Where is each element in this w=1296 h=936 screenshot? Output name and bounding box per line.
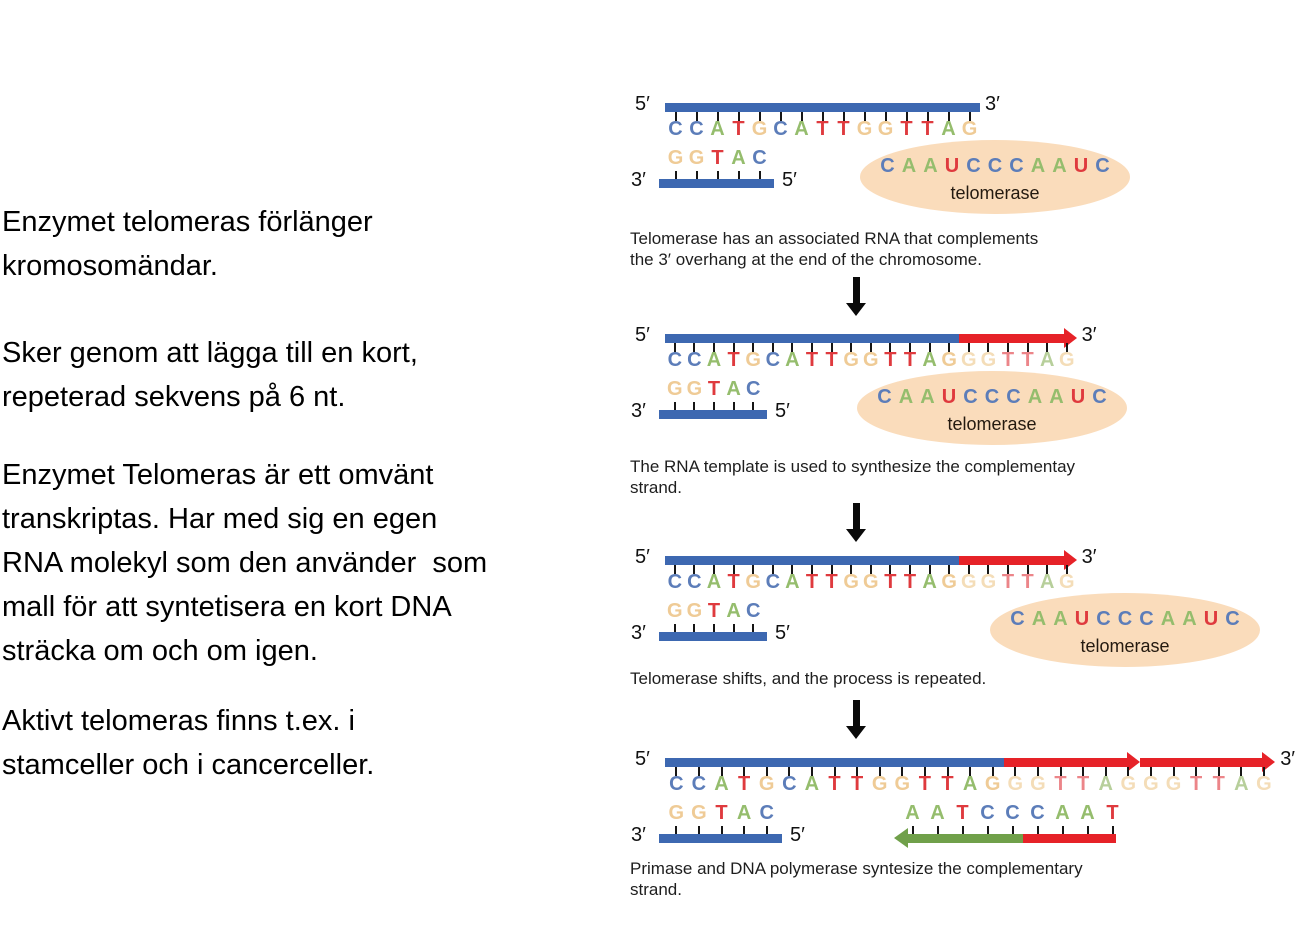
base-letter: T <box>737 773 751 795</box>
text-line: sträcka om och om igen. <box>2 635 318 667</box>
process-arrow-icon <box>853 277 860 303</box>
base-letter: T <box>727 349 740 371</box>
five-prime-label: 5′ <box>635 748 650 770</box>
base-letter: C <box>667 349 683 371</box>
five-prime-label: 5′ <box>782 169 797 191</box>
base-letter: G <box>984 773 1001 795</box>
process-arrowhead-icon <box>846 529 866 542</box>
base-letter: T <box>884 349 897 371</box>
base-tick <box>675 826 677 834</box>
dna-strand-bar <box>665 334 959 343</box>
base-letter: G <box>688 147 705 169</box>
telomerase-rna-base: A <box>901 155 917 177</box>
base-letter: G <box>941 349 957 371</box>
base-letter: G <box>877 118 894 140</box>
base-letter: G <box>745 349 761 371</box>
base-letter: T <box>1001 349 1015 371</box>
base-letter: A <box>785 349 800 371</box>
base-letter: T <box>1106 802 1119 824</box>
telomerase-rna-base: C <box>966 155 981 177</box>
base-letter: G <box>1030 773 1046 795</box>
base-letter: G <box>1256 773 1272 795</box>
complement-strand-bar <box>659 410 767 419</box>
base-letter: G <box>961 118 978 140</box>
text-line: Enzymet telomeras förlänger <box>2 206 373 238</box>
base-letter: G <box>856 118 873 140</box>
base-letter: A <box>1039 571 1055 593</box>
base-letter: A <box>804 773 820 795</box>
base-letter: T <box>1076 773 1090 795</box>
base-letter: C <box>745 378 761 400</box>
base-tick <box>752 402 754 410</box>
dna-strand-bar <box>665 556 959 565</box>
base-tick <box>674 402 676 410</box>
paragraph-4 <box>2 699 374 787</box>
stage-caption-line: the 3′ overhang at the end of the chromosome. <box>630 250 982 269</box>
base-letter: A <box>714 773 729 795</box>
base-letter: A <box>706 349 722 371</box>
base-letter: T <box>707 600 721 622</box>
base-tick <box>759 171 761 179</box>
base-letter: T <box>727 571 740 593</box>
base-tick <box>693 402 695 410</box>
base-letter: T <box>903 349 917 371</box>
base-tick <box>937 826 939 834</box>
text-line: Sker genom att lägga till en kort, <box>2 337 418 369</box>
base-letter: G <box>1059 349 1075 371</box>
base-letter: C <box>669 773 684 795</box>
process-arrow-icon <box>853 503 860 529</box>
telomerase-rna-base: C <box>880 155 895 177</box>
base-letter: T <box>941 773 954 795</box>
base-letter: T <box>715 802 728 824</box>
base-tick <box>693 624 695 632</box>
telomerase-rna-base: A <box>1182 608 1197 630</box>
base-letter: G <box>843 571 859 593</box>
text-line: Enzymet Telomeras är ett omvänt <box>2 459 434 491</box>
base-letter: G <box>691 802 707 824</box>
base-letter: C <box>667 571 683 593</box>
telomerase-rna-base: U <box>1073 155 1089 177</box>
telomerase-rna-base: C <box>1006 386 1021 408</box>
telomerase-rna-base: C <box>1096 608 1111 630</box>
base-letter: G <box>1165 773 1182 795</box>
telomerase-rna-base: U <box>1203 608 1219 630</box>
base-letter: G <box>1143 773 1159 795</box>
base-letter: T <box>837 118 850 140</box>
telomerase-rna-base: A <box>923 155 938 177</box>
telomerase-label: telomerase <box>950 183 1040 203</box>
base-letter: T <box>805 571 819 593</box>
three-prime-label: 3′ <box>1280 748 1296 770</box>
three-prime-label: 3′ <box>631 622 646 644</box>
five-prime-label: 5′ <box>635 546 650 568</box>
base-tick <box>717 171 719 179</box>
base-letter: T <box>825 571 838 593</box>
dna-strand-bar <box>665 758 1004 767</box>
five-prime-label: 5′ <box>775 400 790 422</box>
base-letter: T <box>1001 571 1015 593</box>
base-letter: T <box>732 118 745 140</box>
base-letter: C <box>668 118 683 140</box>
base-tick <box>1112 826 1114 834</box>
five-prime-label: 5′ <box>635 324 650 346</box>
base-letter: T <box>1021 349 1034 371</box>
base-letter: G <box>745 571 761 593</box>
base-letter: A <box>1055 802 1070 824</box>
telomerase-rna-base: C <box>1010 608 1025 630</box>
text-line: kromosomändar. <box>2 250 218 282</box>
paragraph-2 <box>2 331 418 419</box>
base-letter: C <box>765 349 781 371</box>
telomerase-rna-base: A <box>898 386 914 408</box>
base-letter: G <box>686 378 703 400</box>
base-tick <box>962 826 964 834</box>
base-letter: G <box>1059 571 1075 593</box>
base-letter: C <box>765 571 781 593</box>
text-line: Aktivt telomeras finns t.ex. i <box>2 705 355 737</box>
telomerase-rna-base: C <box>877 386 892 408</box>
new-dna-arrow <box>1140 758 1263 767</box>
stage-caption-line: Telomerase shifts, and the process is repeated. <box>630 669 987 688</box>
lagging-green-arrow <box>908 834 1023 843</box>
process-arrowhead-icon <box>846 303 866 316</box>
base-letter: T <box>918 773 931 795</box>
base-letter: T <box>921 118 934 140</box>
base-letter: T <box>1212 773 1225 795</box>
base-tick <box>733 624 735 632</box>
base-tick <box>1087 826 1089 834</box>
base-letter: T <box>900 118 913 140</box>
base-letter: G <box>667 600 683 622</box>
three-prime-label: 3′ <box>1081 324 1097 346</box>
base-letter: A <box>941 118 956 140</box>
paragraph-3 <box>2 453 487 673</box>
text-line: transkriptas. Har med sig en egen <box>2 503 438 535</box>
base-letter: C <box>691 773 707 795</box>
base-letter: G <box>758 773 775 795</box>
base-letter: G <box>980 571 997 593</box>
five-prime-label: 5′ <box>635 93 650 115</box>
base-letter: G <box>980 349 997 371</box>
base-letter: T <box>816 118 829 140</box>
telomerase-rna-base: A <box>1027 386 1043 408</box>
three-prime-label: 3′ <box>631 400 646 422</box>
telomerase-rna-base: C <box>1225 608 1240 630</box>
base-letter: G <box>894 773 911 795</box>
base-letter: A <box>922 571 937 593</box>
base-letter: A <box>710 118 725 140</box>
base-letter: A <box>922 349 937 371</box>
base-letter: A <box>962 773 978 795</box>
base-letter: G <box>667 378 683 400</box>
five-prime-label: 5′ <box>775 622 790 644</box>
three-prime-label: 3′ <box>631 824 646 846</box>
telomerase-rna-base: A <box>1030 155 1046 177</box>
base-letter: C <box>689 118 704 140</box>
base-letter: G <box>1120 773 1137 795</box>
telomerase-label: telomerase <box>947 414 1037 434</box>
three-prime-label: 3′ <box>985 93 1000 115</box>
base-letter: C <box>745 600 761 622</box>
telomerase-rna-base: C <box>1139 608 1154 630</box>
base-tick <box>1037 826 1039 834</box>
three-prime-label: 3′ <box>1081 546 1097 568</box>
telomerase-rna-base: A <box>1053 608 1068 630</box>
telomerase-label: telomerase <box>1080 636 1170 656</box>
base-letter: G <box>668 802 685 824</box>
base-tick <box>698 826 700 834</box>
base-letter: A <box>1234 773 1249 795</box>
base-letter: C <box>759 802 774 824</box>
telomerase-rna-base: C <box>984 386 1000 408</box>
base-tick <box>713 624 715 632</box>
base-letter: T <box>1054 773 1067 795</box>
telomerase-rna-base: A <box>1052 155 1067 177</box>
base-letter: C <box>773 118 788 140</box>
base-letter: G <box>1007 773 1024 795</box>
telomerase-rna-base: C <box>963 386 978 408</box>
telomerase-rna-base: U <box>944 155 960 177</box>
base-tick <box>743 826 745 834</box>
base-letter: A <box>785 571 800 593</box>
base-tick <box>733 402 735 410</box>
base-letter: T <box>884 571 897 593</box>
base-letter: G <box>871 773 888 795</box>
base-letter: T <box>707 378 721 400</box>
telomerase-rna-base: U <box>941 386 957 408</box>
base-tick <box>1012 826 1014 834</box>
telomerase-rna-base: A <box>1049 386 1064 408</box>
base-letter: G <box>667 147 684 169</box>
base-letter: C <box>752 147 767 169</box>
base-letter: A <box>726 378 741 400</box>
base-tick <box>1062 826 1064 834</box>
base-letter: A <box>706 571 722 593</box>
base-letter: C <box>782 773 797 795</box>
complement-strand-bar <box>659 179 774 188</box>
base-letter: T <box>1021 571 1034 593</box>
new-dna-arrow <box>959 556 1064 565</box>
base-letter: T <box>1189 773 1203 795</box>
telomerase-rna-base: A <box>1160 608 1176 630</box>
paragraph-1 <box>2 200 373 288</box>
stage-caption-line: Telomerase has an associated RNA that complements <box>630 229 1039 248</box>
base-letter: T <box>903 571 917 593</box>
stage-caption-line: strand. <box>630 880 682 899</box>
base-letter: T <box>828 773 841 795</box>
base-tick <box>752 624 754 632</box>
five-prime-label: 5′ <box>790 824 805 846</box>
base-letter: A <box>1098 773 1113 795</box>
primer-red-bar <box>1023 834 1116 843</box>
base-tick <box>696 171 698 179</box>
base-letter: G <box>863 571 879 593</box>
base-tick <box>721 826 723 834</box>
text-line: RNA molekyl som den använder som <box>2 547 488 579</box>
base-letter: C <box>980 802 995 824</box>
telomerase-rna-base: C <box>987 155 1003 177</box>
telomerase-rna-base: U <box>1074 608 1090 630</box>
base-letter: A <box>1080 802 1095 824</box>
base-tick <box>675 171 677 179</box>
telomerase-rna-base: C <box>1092 386 1107 408</box>
telomerase-rna-base: A <box>920 386 935 408</box>
base-letter: A <box>905 802 920 824</box>
base-tick <box>674 624 676 632</box>
base-letter: G <box>863 349 879 371</box>
telomerase-rna-base: U <box>1070 386 1086 408</box>
telomerase-rna-base: C <box>1009 155 1024 177</box>
base-letter: A <box>726 600 741 622</box>
stage-caption-line: Primase and DNA polymerase syntesize the complementary <box>630 859 1083 878</box>
base-letter: G <box>686 600 703 622</box>
complement-strand-bar <box>659 632 767 641</box>
base-tick <box>738 171 740 179</box>
base-letter: C <box>687 349 702 371</box>
process-arrow-icon <box>853 700 860 726</box>
stage-caption-line: strand. <box>630 478 682 497</box>
base-letter: C <box>687 571 702 593</box>
base-letter: A <box>930 802 945 824</box>
base-letter: G <box>843 349 859 371</box>
base-letter: C <box>1030 802 1045 824</box>
base-letter: A <box>794 118 809 140</box>
base-tick <box>987 826 989 834</box>
base-letter: T <box>711 147 724 169</box>
telomerase-rna-base: A <box>1031 608 1047 630</box>
base-tick <box>713 402 715 410</box>
base-letter: T <box>956 802 969 824</box>
base-letter: A <box>731 147 746 169</box>
complement-strand-bar <box>659 834 782 843</box>
text-line: repeterad sekvens på 6 nt. <box>2 381 346 413</box>
dna-strand-bar <box>665 103 980 112</box>
new-dna-arrow <box>959 334 1064 343</box>
base-letter: G <box>961 571 977 593</box>
new-dna-arrow <box>1004 758 1127 767</box>
base-tick <box>912 826 914 834</box>
stage-caption-line: The RNA template is used to synthesize the complementay <box>630 457 1076 476</box>
text-line: stamceller och i cancerceller. <box>2 749 375 781</box>
base-letter: A <box>1039 349 1055 371</box>
base-letter: G <box>751 118 768 140</box>
base-tick <box>766 826 768 834</box>
process-arrowhead-icon <box>846 726 866 739</box>
text-line: mall för att syntetisera en kort DNA <box>2 591 452 623</box>
three-prime-label: 3′ <box>631 169 646 191</box>
base-letter: G <box>941 571 957 593</box>
base-letter: A <box>736 802 752 824</box>
telomerase-rna-base: C <box>1095 155 1110 177</box>
base-letter: C <box>1005 802 1020 824</box>
lagging-green-arrowhead-icon <box>894 828 908 848</box>
base-letter: T <box>850 773 864 795</box>
telomerase-rna-base: C <box>1117 608 1133 630</box>
base-letter: T <box>805 349 819 371</box>
base-letter: G <box>961 349 977 371</box>
base-letter: T <box>825 349 838 371</box>
